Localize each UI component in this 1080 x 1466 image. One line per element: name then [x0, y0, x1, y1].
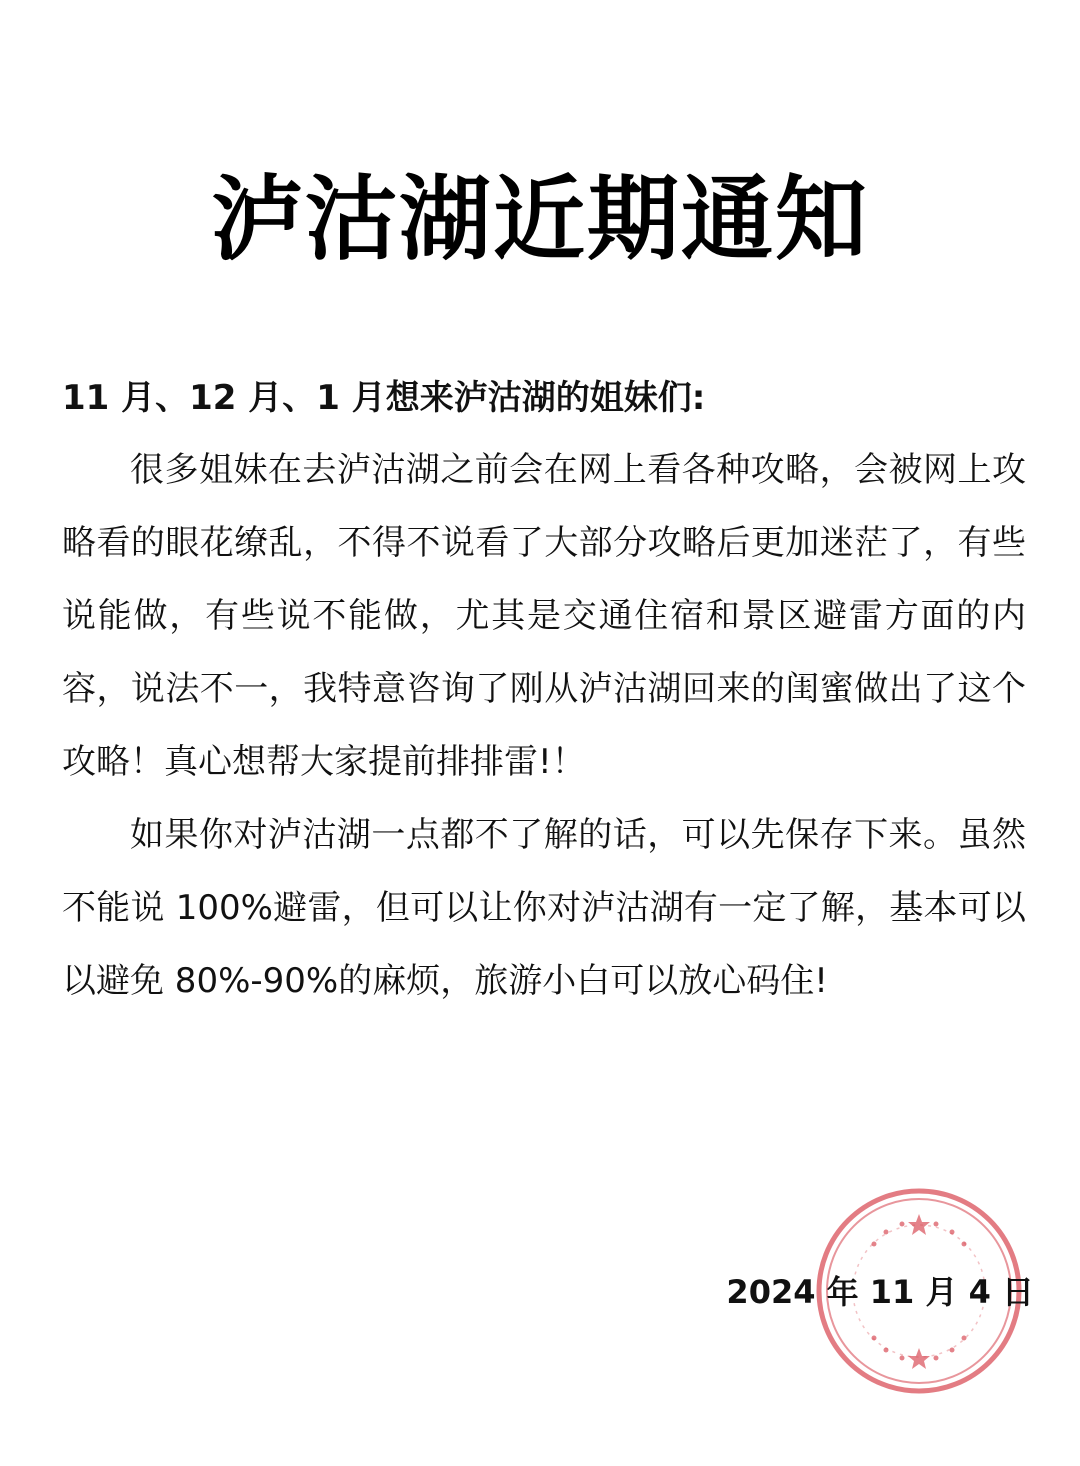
notice-body: [62, 362, 1026, 1018]
notice-title: 泸沽湖近期通知: [210, 166, 869, 273]
paragraph-intro: 很多姐妹在去泸沽湖之前会在网上看各种攻略，会被网上攻略看的眼花缭乱，不得不说看了大部分攻略后更加迷茫了，有些说能做，有些说不能做，尤其是交通住宿和景区避雷方面的内容，说法不一，我特意咨询了刚从泸沽湖回来的闺蜜做出了这个攻略！真心想帮大家提前排排雷!！: [62, 450, 1026, 782]
paragraph-save-tip: 如果你对泸沽湖一点都不了解的话，可以先保存下来。虽然不能说 100%避雷，但可以让你对泸沽湖有一定了解，基本可以以避免 80%-90%的麻烦，旅游小白可以放心码住!: [62, 815, 1026, 1001]
notice-date: 2024 年 11 月 4 日: [726, 1273, 1034, 1311]
greeting-line: 11 月、12 月、1 月想来泸沽湖的姐妹们:: [62, 378, 706, 418]
